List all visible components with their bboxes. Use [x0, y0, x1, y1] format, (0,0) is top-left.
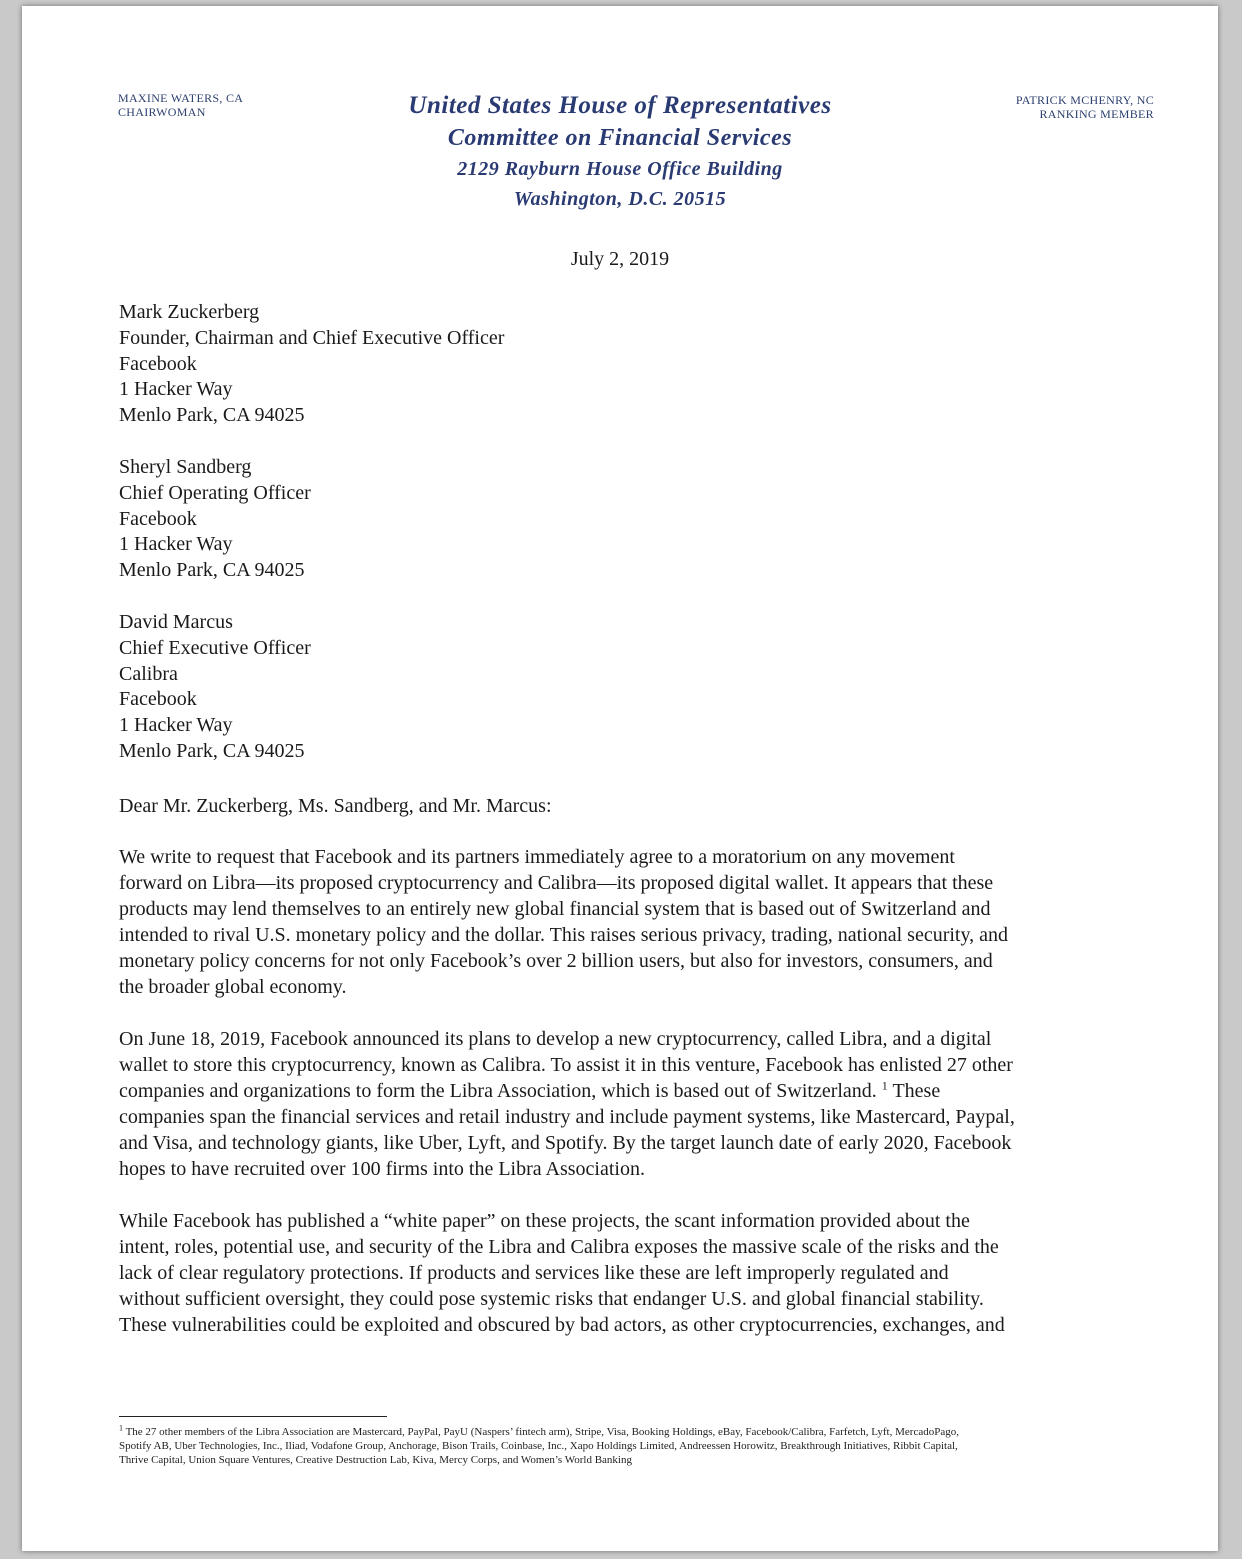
letter-date: July 2, 2019 — [570, 248, 670, 270]
paragraph-line: forward on Libra—its proposed cryptocurrency and Calibra—its proposed digital wallet. It appears that these — [119, 871, 994, 894]
paragraph-2 — [119, 1027, 1179, 1182]
addressee-line: 1 Hacker Way — [119, 378, 233, 401]
chair-name: MAXINE WATERS, CA — [118, 91, 244, 105]
addressee-line: Chief Operating Officer — [119, 481, 311, 504]
paragraph-line: intended to rival U.S. monetary policy and the dollar. This raises serious privacy, trading, national security, and — [119, 923, 1009, 946]
paragraph-text: companies and organizations to form the Libra Association, which is based out of Switzerland. — [119, 1079, 877, 1102]
paragraph-line: the broader global economy. — [119, 975, 347, 998]
paragraph-line: monetary policy concerns for not only Facebook’s over 2 billion users, but also for investors, consumers, and — [119, 949, 993, 972]
footnote-divider — [119, 1416, 387, 1417]
footnote — [119, 1425, 1159, 1467]
addressee-sandberg — [119, 455, 311, 584]
addressee-marcus — [119, 610, 311, 765]
addressee-line: Menlo Park, CA 94025 — [119, 739, 305, 762]
ranking-title: RANKING MEMBER — [1039, 107, 1154, 121]
addressee-line: 1 Hacker Way — [119, 533, 233, 556]
letterhead-building: 2129 Rayburn House Office Building — [457, 158, 783, 180]
letterhead — [22, 90, 1218, 214]
salutation: Dear Mr. Zuckerberg, Ms. Sandberg, and Mr. Marcus: — [119, 795, 552, 817]
addressee-line: Sheryl Sandberg — [119, 456, 252, 478]
chair-title: CHAIRWOMAN — [118, 105, 206, 119]
letterhead-city: Washington, D.C. 20515 — [513, 188, 727, 210]
paragraph-line: companies span the financial services and retail industry and include payment systems, like Mastercard, Paypal, — [119, 1105, 1015, 1128]
addressee-zuckerberg — [119, 300, 504, 429]
ranking-name: PATRICK MCHENRY, NC — [1015, 93, 1154, 107]
footnote-line: Spotify AB, Uber Technologies, Inc., Iliad, Vodafone Group, Anchorage, Bison Trails, Coinbase, Inc., Xapo Holdings Limited, Andreessen Horowitz, Breakthrough Initiatives, Ribbit Capital, — [119, 1440, 958, 1452]
paragraph-line: intent, roles, potential use, and security of the Libra and Calibra exposes the massive scale of the risks and the — [119, 1235, 999, 1258]
paragraph-line: We write to request that Facebook and its partners immediately agree to a moratorium on any movement — [119, 846, 955, 868]
paragraph-line: These vulnerabilities could be exploited and obscured by bad actors, as other cryptocurrencies, exchanges, and — [119, 1313, 1005, 1336]
paragraph-line: without sufficient oversight, they could pose systemic risks that endanger U.S. and global financial stability. — [119, 1287, 984, 1310]
paragraph-3 — [119, 1209, 1179, 1339]
addressee-line: Facebook — [119, 507, 197, 530]
paragraph-line: hopes to have recruited over 100 firms into the Libra Association. — [119, 1157, 645, 1180]
paragraph-line: While Facebook has published a “white paper” on these projects, the scant information provided about the — [119, 1210, 970, 1232]
footnote-marker: 1 — [119, 1423, 123, 1433]
addressee-line: Menlo Park, CA 94025 — [119, 559, 305, 582]
addressee-line: Facebook — [119, 688, 197, 711]
addressee-line: Chief Executive Officer — [119, 636, 311, 659]
letterhead-committee: Committee on Financial Services — [447, 125, 793, 151]
footnote-line: Thrive Capital, Union Square Ventures, Creative Destruction Lab, Kiva, Mercy Corps, and Women’s World Banking — [119, 1454, 632, 1466]
addressee-line: David Marcus — [119, 611, 233, 633]
paragraph-line: and Visa, and technology giants, like Uber, Lyft, and Spotify. By the target launch date of early 2020, Facebook — [119, 1131, 1012, 1154]
addressee-line: Menlo Park, CA 94025 — [119, 404, 305, 427]
footnote-reference[interactable]: 1 — [881, 1078, 888, 1093]
paragraph-text: These — [892, 1079, 941, 1102]
footnote-text: The 27 other members of the Libra Association are Mastercard, PayPal, PayU (Naspers’ fintech arm), Stripe, Visa, Booking Holdings, eBay, Facebook/Calibra, Farfetch, Lyft, MercadoPago, — [125, 1426, 959, 1438]
letter-page — [22, 6, 1218, 1551]
addressee-line: Calibra — [119, 662, 178, 685]
addressee-line: Facebook — [119, 352, 197, 375]
paragraph-line: wallet to store this cryptocurrency, known as Calibra. To assist it in this venture, Facebook has enlisted 27 other — [119, 1053, 1013, 1076]
paragraph-line: lack of clear regulatory protections. If products and services like these are left improperly regulated and — [119, 1261, 949, 1284]
paragraph-line — [119, 1079, 1179, 1105]
footnote-line — [119, 1425, 1159, 1439]
addressee-line: Mark Zuckerberg — [119, 301, 260, 323]
paragraph-1 — [119, 845, 1179, 1000]
letterhead-house: United States House of Representatives — [408, 92, 832, 119]
addressee-line: 1 Hacker Way — [119, 714, 233, 737]
addressee-line: Founder, Chairman and Chief Executive Officer — [119, 326, 505, 349]
paragraph-line: products may lend themselves to an entirely new global financial system that is based out of Switzerland and — [119, 897, 991, 920]
paragraph-line: On June 18, 2019, Facebook announced its plans to develop a new cryptocurrency, called Libra, and a digital — [119, 1028, 992, 1050]
